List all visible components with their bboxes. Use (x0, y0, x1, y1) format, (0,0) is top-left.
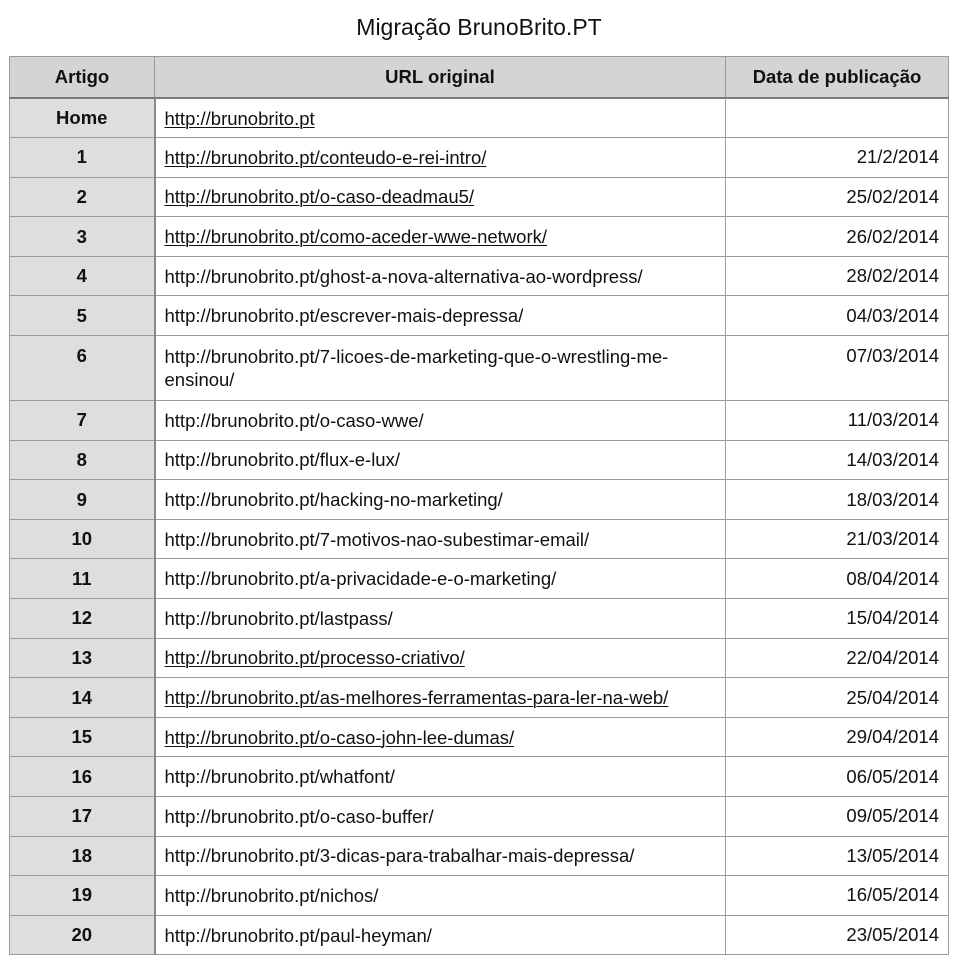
url-text: http://brunobrito.pt/7-motivos-nao-subestimar-email/ (164, 528, 590, 550)
date-cell: 07/03/2014 (726, 336, 949, 401)
url-cell (155, 98, 726, 138)
date-cell: 09/05/2014 (726, 797, 949, 837)
date-cell: 04/03/2014 (726, 296, 949, 336)
artigo-cell: 8 (10, 440, 155, 480)
artigo-cell: 6 (10, 336, 155, 401)
date-cell: 08/04/2014 (726, 559, 949, 599)
url-text: http://brunobrito.pt/flux-e-lux/ (164, 449, 400, 471)
date-cell: 21/03/2014 (726, 519, 949, 559)
table-body (10, 98, 949, 955)
artigo-cell: 2 (10, 177, 155, 217)
url-cell (155, 401, 726, 441)
url-link[interactable]: http://brunobrito.pt/o-caso-john-lee-dumas/ (164, 726, 515, 748)
table-row (10, 559, 949, 599)
table-row (10, 217, 949, 257)
artigo-cell: 14 (10, 678, 155, 718)
url-cell (155, 599, 726, 639)
url-link[interactable]: http://brunobrito.pt/as-melhores-ferramentas-para-ler-na-web/ (164, 687, 669, 709)
url-text: http://brunobrito.pt/o-caso-wwe/ (164, 409, 424, 431)
table-row (10, 876, 949, 916)
table-row (10, 638, 949, 678)
table-row (10, 599, 949, 639)
table-row (10, 915, 949, 955)
url-link[interactable]: http://brunobrito.pt (164, 107, 315, 129)
url-text: http://brunobrito.pt/lastpass/ (164, 607, 393, 629)
url-text: http://brunobrito.pt/a-privacidade-e-o-marketing/ (164, 568, 557, 590)
table-row (10, 519, 949, 559)
url-text: http://brunobrito.pt/ghost-a-nova-alternativa-ao-wordpress/ (164, 265, 643, 287)
artigo-cell: 3 (10, 217, 155, 257)
date-cell: 14/03/2014 (726, 440, 949, 480)
url-cell (155, 336, 726, 401)
date-cell: 16/05/2014 (726, 876, 949, 916)
url-text: http://brunobrito.pt/7-licoes-de-marketing-que-o-wrestling-me-ensinou/ (164, 346, 669, 391)
date-cell: 21/2/2014 (726, 138, 949, 178)
date-cell: 15/04/2014 (726, 599, 949, 639)
table-row (10, 440, 949, 480)
migration-table (9, 56, 949, 955)
url-cell (155, 559, 726, 599)
artigo-cell: 11 (10, 559, 155, 599)
date-cell: 22/04/2014 (726, 638, 949, 678)
artigo-cell: 15 (10, 717, 155, 757)
url-text: http://brunobrito.pt/hacking-no-marketing/ (164, 489, 503, 511)
artigo-cell: 20 (10, 915, 155, 955)
artigo-cell: 19 (10, 876, 155, 916)
table-row (10, 717, 949, 757)
url-cell (155, 638, 726, 678)
url-text: http://brunobrito.pt/3-dicas-para-trabalhar-mais-depressa/ (164, 845, 635, 867)
artigo-cell: 7 (10, 401, 155, 441)
url-text: http://brunobrito.pt/paul-heyman/ (164, 924, 432, 946)
url-cell (155, 138, 726, 178)
date-cell: 25/02/2014 (726, 177, 949, 217)
date-cell: 06/05/2014 (726, 757, 949, 797)
artigo-cell: 13 (10, 638, 155, 678)
table-row (10, 98, 949, 138)
header-row (10, 57, 949, 99)
url-cell (155, 296, 726, 336)
page-title: Migração BrunoBrito.PT (356, 14, 602, 40)
date-cell: 23/05/2014 (726, 915, 949, 955)
table-row (10, 480, 949, 520)
column-header-date: Data de publicação (726, 57, 949, 99)
artigo-cell: 5 (10, 296, 155, 336)
date-cell: 26/02/2014 (726, 217, 949, 257)
date-cell: 18/03/2014 (726, 480, 949, 520)
table-row (10, 336, 949, 401)
artigo-cell: 12 (10, 599, 155, 639)
artigo-cell: 17 (10, 797, 155, 837)
artigo-cell: 18 (10, 836, 155, 876)
date-cell: 29/04/2014 (726, 717, 949, 757)
table-row (10, 797, 949, 837)
date-cell: 28/02/2014 (726, 256, 949, 296)
column-header-url: URL original (155, 57, 726, 99)
url-text: http://brunobrito.pt/o-caso-buffer/ (164, 805, 434, 827)
table-row (10, 757, 949, 797)
table-row (10, 836, 949, 876)
url-text: http://brunobrito.pt/whatfont/ (164, 766, 395, 788)
column-header-artigo: Artigo (10, 57, 155, 99)
url-link[interactable]: http://brunobrito.pt/como-aceder-wwe-network/ (164, 226, 548, 248)
artigo-cell: 16 (10, 757, 155, 797)
url-cell (155, 440, 726, 480)
table-row (10, 296, 949, 336)
date-cell (726, 98, 949, 138)
table-header (10, 57, 949, 99)
url-cell (155, 876, 726, 916)
url-cell (155, 915, 726, 955)
url-cell (155, 519, 726, 559)
url-cell (155, 757, 726, 797)
url-cell (155, 836, 726, 876)
url-cell (155, 256, 726, 296)
date-cell: 11/03/2014 (726, 401, 949, 441)
artigo-cell: 1 (10, 138, 155, 178)
url-link[interactable]: http://brunobrito.pt/conteudo-e-rei-intro/ (164, 146, 487, 168)
table-row (10, 678, 949, 718)
artigo-cell: 9 (10, 480, 155, 520)
url-cell (155, 717, 726, 757)
date-cell: 13/05/2014 (726, 836, 949, 876)
url-link[interactable]: http://brunobrito.pt/processo-criativo/ (164, 647, 465, 669)
url-text: http://brunobrito.pt/nichos/ (164, 884, 379, 906)
table-row (10, 256, 949, 296)
date-cell: 25/04/2014 (726, 678, 949, 718)
url-cell (155, 678, 726, 718)
url-cell (155, 797, 726, 837)
table-row (10, 138, 949, 178)
url-cell (155, 217, 726, 257)
artigo-cell: 4 (10, 256, 155, 296)
artigo-cell: 10 (10, 519, 155, 559)
url-text: http://brunobrito.pt/escrever-mais-depressa/ (164, 305, 524, 327)
url-cell (155, 480, 726, 520)
url-cell (155, 177, 726, 217)
url-link[interactable]: http://brunobrito.pt/o-caso-deadmau5/ (164, 186, 475, 208)
table-row (10, 401, 949, 441)
artigo-cell: Home (10, 98, 155, 138)
table-row (10, 177, 949, 217)
